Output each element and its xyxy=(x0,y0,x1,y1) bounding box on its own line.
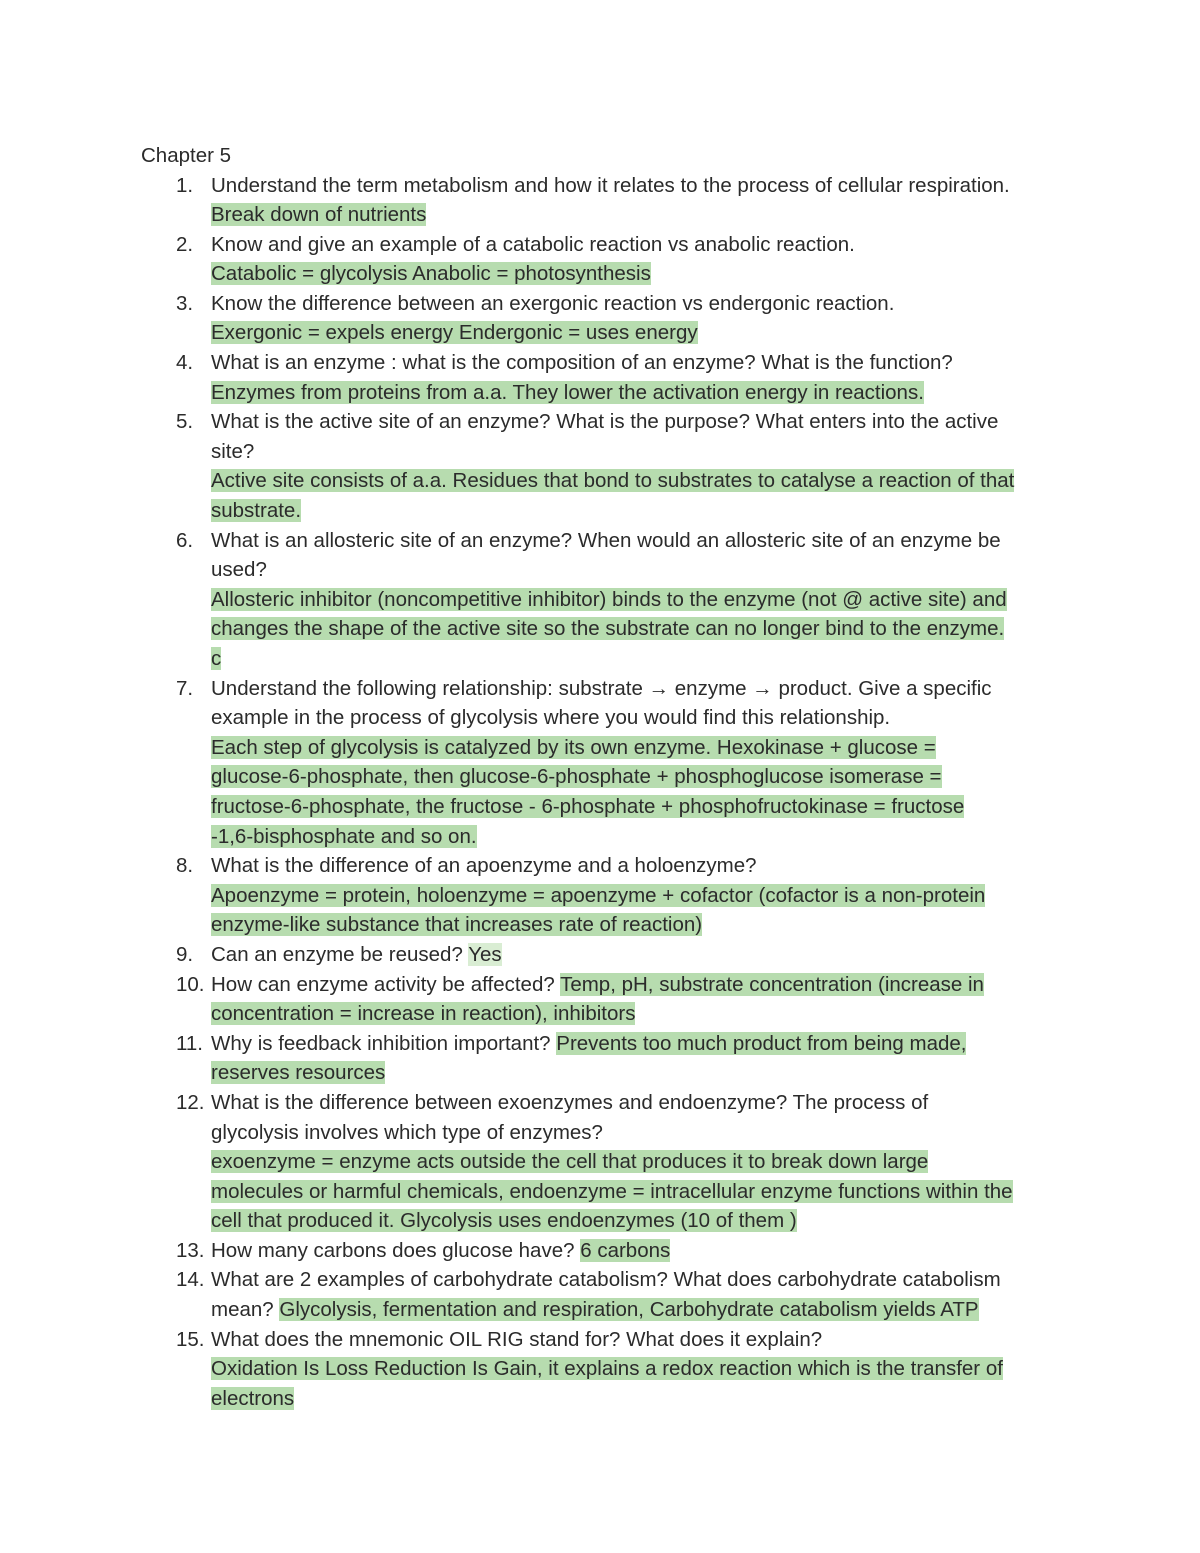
item-number: 10. xyxy=(176,972,205,996)
answer-line xyxy=(211,733,1081,763)
answer-highlight: Yes xyxy=(468,942,502,966)
answer-line xyxy=(211,1147,1081,1177)
list-item xyxy=(0,1236,1081,1266)
question-text: Why is feedback inhibition important? xyxy=(211,1031,557,1055)
answer-highlight: changes the shape of the active site so the substrate can no longer bind to the enzyme. xyxy=(211,617,1005,641)
answer-line xyxy=(211,496,1081,526)
item-number: 7. xyxy=(176,676,194,700)
list-item xyxy=(0,674,1081,852)
answer-line xyxy=(211,822,1081,852)
list-item xyxy=(0,851,1081,940)
answer-highlight: Apoenzyme = protein, holoenzyme = apoenzyme + cofactor (cofactor is a non-protein xyxy=(211,883,986,907)
answer-line xyxy=(211,585,1081,615)
answer-highlight: Exergonic = expels energy Endergonic = uses energy xyxy=(211,321,698,345)
answer-highlight: Prevents too much product from being made, xyxy=(556,1031,967,1055)
answer-highlight: molecules or harmful chemicals, endoenzyme = intracellular enzyme functions within the xyxy=(211,1179,1013,1203)
answer-highlight: 6 carbons xyxy=(580,1238,671,1262)
answer-line xyxy=(211,466,1081,496)
question-text: What does the mnemonic OIL RIG stand for? What does it explain? xyxy=(211,1327,823,1351)
answer-highlight: c xyxy=(211,647,222,670)
item-number: 14. xyxy=(176,1268,205,1292)
answer-highlight: Temp, pH, substrate concentration (increase in xyxy=(560,972,984,996)
item-number: 6. xyxy=(176,528,194,552)
answer-highlight: electrons xyxy=(211,1386,295,1410)
question-text: What is the active site of an enzyme? What is the purpose? What enters into the active xyxy=(211,410,999,434)
list-item xyxy=(0,1088,1081,1236)
list-item xyxy=(0,407,1081,525)
list-item xyxy=(0,230,1081,289)
list-item xyxy=(0,348,1081,407)
answer-line xyxy=(211,910,1081,940)
answer-line xyxy=(211,1354,1081,1384)
answer-highlight: reserves resources xyxy=(211,1061,386,1085)
answer-highlight: Oxidation Is Loss Reduction Is Gain, it explains a redox reaction which is the transfer of xyxy=(211,1357,1003,1381)
list-item xyxy=(0,289,1081,348)
question-text: How can enzyme activity be affected? xyxy=(211,972,561,996)
answer-line xyxy=(211,999,1081,1029)
question-text: What is the difference between exoenzymes and endoenzyme? The process of xyxy=(211,1090,929,1114)
question-text: What are 2 examples of carbohydrate catabolism? What does carbohydrate catabolism xyxy=(211,1268,1001,1292)
list-item xyxy=(0,1265,1081,1324)
answer-line xyxy=(211,614,1081,644)
item-number: 1. xyxy=(176,173,194,197)
question-text: Know the difference between an exergonic reaction vs endergonic reaction. xyxy=(211,291,895,315)
answer-highlight: fructose-6-phosphate, the fructose - 6-phosphate + phosphofructokinase = fructose xyxy=(211,794,965,818)
item-number: 5. xyxy=(176,410,194,434)
list-item xyxy=(0,970,1081,1029)
answer-highlight: Each step of glycolysis is catalyzed by its own enzyme. Hexokinase + glucose = xyxy=(211,735,936,759)
question-text: glycolysis involves which type of enzymes? xyxy=(211,1120,603,1144)
answer-highlight: Enzymes from proteins from a.a. They lower the activation energy in reactions. xyxy=(211,380,924,404)
answer-line xyxy=(211,1206,1081,1236)
question-text: site? xyxy=(211,439,255,463)
question-text: What is an allosteric site of an enzyme? When would an allosteric site of an enzyme be xyxy=(211,528,1001,552)
answer-highlight: exoenzyme = enzyme acts outside the cell that produces it to break down large xyxy=(211,1150,929,1174)
answer-highlight: Active site consists of a.a. Residues that bond to substrates to catalyse a reaction of that xyxy=(211,469,1015,493)
list-item xyxy=(0,171,1081,230)
list-item xyxy=(0,526,1081,674)
question-text: mean? xyxy=(211,1298,280,1322)
answer-line xyxy=(211,1384,1081,1414)
answer-highlight: Catabolic = glycolysis Anabolic = photosynthesis xyxy=(211,262,651,286)
question-answer-line xyxy=(211,940,1081,970)
question-text: What is the difference of an apoenzyme and a holoenzyme? xyxy=(211,854,757,878)
question-answer-line xyxy=(211,970,1081,1000)
answer-line xyxy=(211,644,1081,674)
question-text: example in the process of glycolysis where you would find this relationship. xyxy=(211,706,891,730)
answer-highlight: enzyme-like substance that increases rate of reaction) xyxy=(211,913,703,937)
question-text: How many carbons does glucose have? xyxy=(211,1238,581,1262)
answer-line xyxy=(211,259,1081,289)
question-text: used? xyxy=(211,558,267,582)
answer-line xyxy=(211,762,1081,792)
item-number: 11. xyxy=(176,1031,203,1055)
item-number: 8. xyxy=(176,854,194,878)
question-text: Understand the term metabolism and how it relates to the process of cellular respiration. xyxy=(211,173,1010,197)
answer-line xyxy=(211,1177,1081,1207)
answer-highlight: Allosteric inhibitor (noncompetitive inhibitor) binds to the enzyme (not @ active site) and xyxy=(211,587,1007,611)
answer-line xyxy=(211,1058,1081,1088)
item-number: 15. xyxy=(176,1327,205,1351)
question-answer-line xyxy=(211,1236,1081,1266)
question-answer-line xyxy=(211,1029,1081,1059)
question-text: Can an enzyme be reused? xyxy=(211,942,469,966)
answer-line xyxy=(211,378,1081,408)
list-item xyxy=(0,1029,1081,1088)
question-list xyxy=(0,171,1200,1414)
answer-line xyxy=(211,881,1081,911)
question-text: Know and give an example of a catabolic reaction vs anabolic reaction. xyxy=(211,232,855,256)
answer-highlight: glucose-6-phosphate, then glucose-6-phosphate + phosphoglucose isomerase = xyxy=(211,765,942,789)
answer-highlight: cell that produced it. Glycolysis uses endoenzymes (10 of them ) xyxy=(211,1209,797,1233)
answer-highlight: substrate. xyxy=(211,499,302,523)
answer-highlight: -1,6-bisphosphate and so on. xyxy=(211,824,477,848)
item-number: 9. xyxy=(176,942,194,966)
question-text: What is an enzyme : what is the composition of an enzyme? What is the function? xyxy=(211,351,953,375)
item-number: 3. xyxy=(176,291,194,315)
list-item xyxy=(0,1325,1081,1414)
chapter-title: Chapter 5 xyxy=(141,144,232,167)
answer-line xyxy=(211,318,1081,348)
question-answer-line xyxy=(211,1295,1081,1325)
item-number: 12. xyxy=(176,1090,205,1114)
answer-highlight: concentration = increase in reaction), inhibitors xyxy=(211,1002,636,1026)
item-number: 13. xyxy=(176,1238,205,1262)
list-item xyxy=(0,940,1081,970)
item-number: 2. xyxy=(176,232,194,256)
answer-highlight: Glycolysis, fermentation and respiration, Carbohydrate catabolism yields ATP xyxy=(279,1298,979,1322)
question-text: Understand the following relationship: substrate → enzyme → product. Give a specific xyxy=(211,676,992,700)
answer-line xyxy=(211,792,1081,822)
answer-line xyxy=(211,200,1081,230)
item-number: 4. xyxy=(176,351,194,375)
answer-highlight: Break down of nutrients xyxy=(211,203,427,227)
